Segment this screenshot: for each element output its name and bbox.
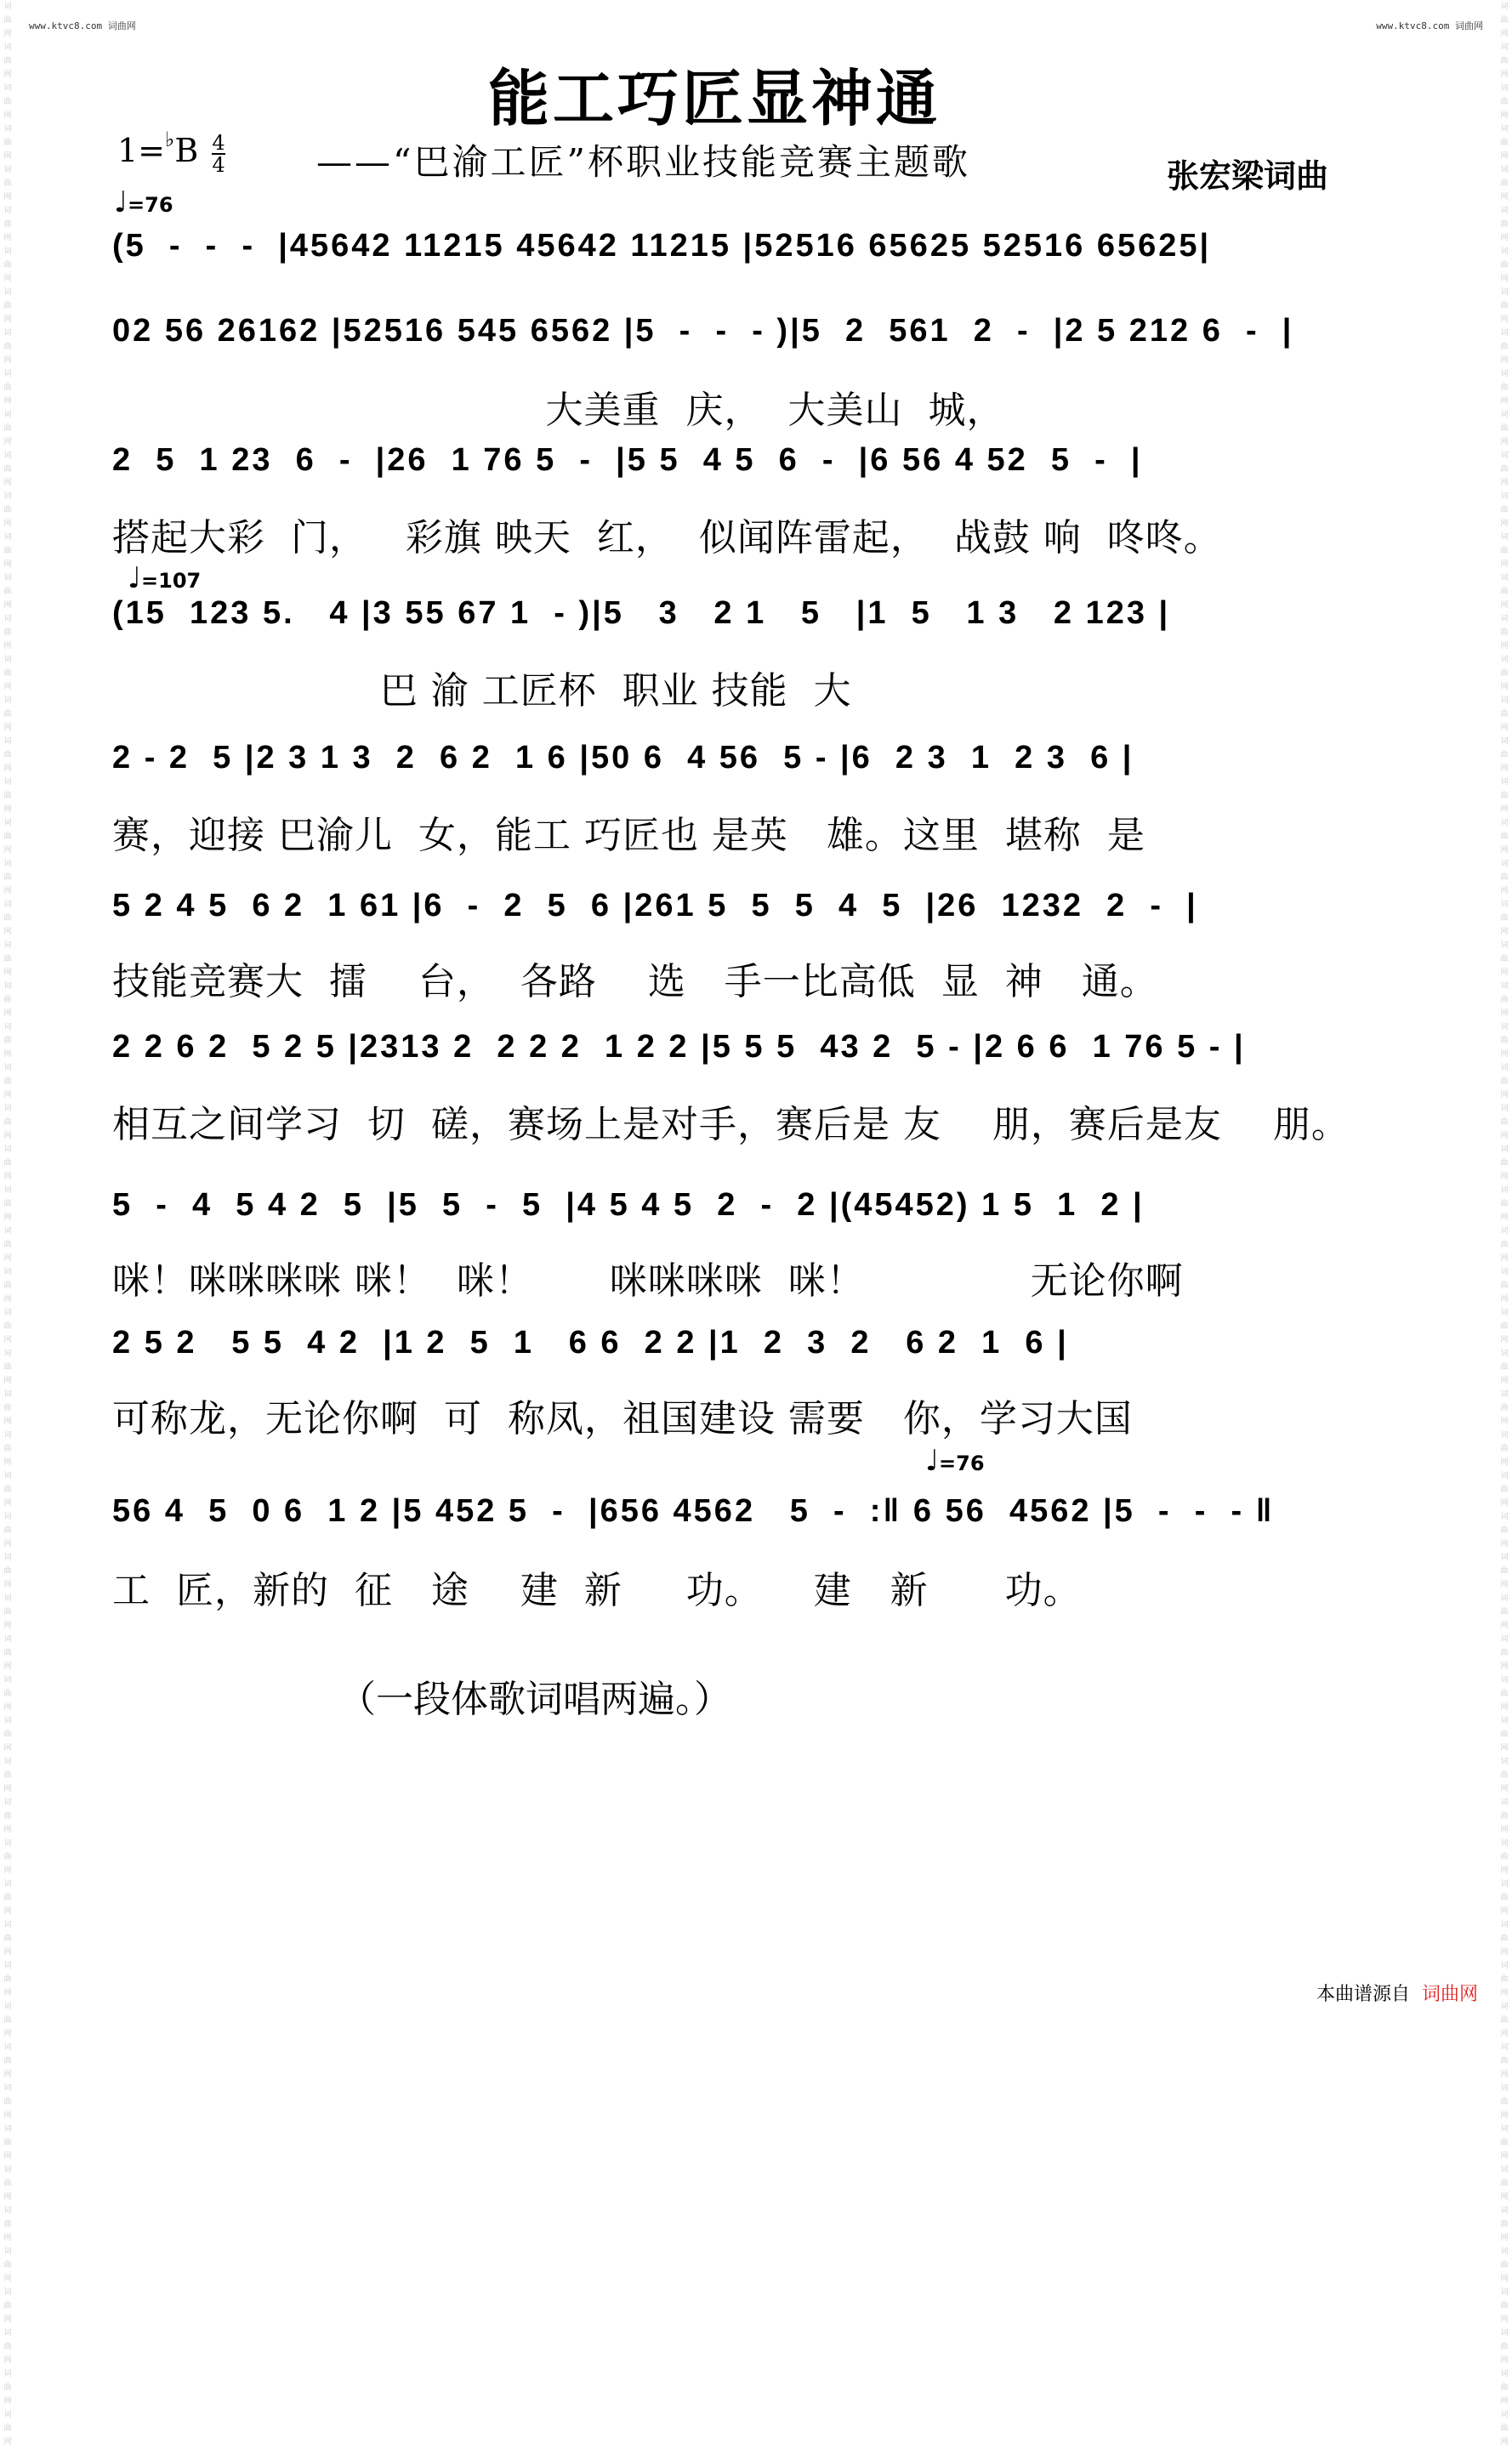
lyrics-row: 相互之间学习 切 磋，赛场上是对手，赛后是 友 朋，赛后是友 朋。 <box>112 1103 1350 1146</box>
composer: 张宏梁词曲 <box>1167 157 1329 195</box>
key-signature <box>117 128 225 175</box>
tempo-marking <box>114 185 173 219</box>
tempo-marking <box>925 1444 985 1478</box>
footer-brand-link[interactable]: 词曲网 <box>1421 1984 1478 2005</box>
score-row: 5 - 4 5 4 2 5 |5 5 - 5 |4 5 4 5 2 - 2 |(45452) 1 5 1 2 | <box>112 1187 1145 1223</box>
lyrics-row: 搭起大彩 门， 彩旗 映天 红， 似闻阵雷起， 战鼓 响 咚咚。 <box>112 516 1222 560</box>
score-row: 2 2 6 2 5 2 5 |2313 2 2 2 2 1 2 2 |5 5 5 43 2 5 - |2 6 6 1 76 5 - | <box>112 1029 1246 1065</box>
lyrics-row: 大美重 庆， 大美山 城， <box>112 389 1005 432</box>
lyrics-row: 技能竞赛大 擂 台， 各路 选 手一比高低 显 神 通。 <box>112 960 1158 1003</box>
tempo-value: =76 <box>128 193 173 217</box>
quarter-note-icon: ♩ <box>128 561 142 595</box>
lyrics-row: 巴 渝 工匠杯 职业 技能 大 <box>112 669 852 713</box>
score-row: 56 4 5 0 6 1 2 |5 452 5 - |656 4562 5 - :‖ 6 56 4562 |5 - - - ‖ <box>112 1493 1275 1529</box>
time-signature <box>212 133 225 175</box>
time-denominator: 4 <box>212 153 225 177</box>
side-watermark-left: 词曲网 词曲网 词曲网 词曲网 词曲网 词曲网 词曲网 词曲网 词曲网 词曲网 词曲网 词曲网 词曲网 词曲网 词曲网 词曲网 词曲网 词曲网 词曲网 词曲网 词曲网 词曲网 词曲网 词曲网 词曲网 词曲网 词曲网 词曲网 词曲网 词曲网 词曲网 词曲网 词曲网 词曲网 词曲网 词曲网 词曲网 词曲网 词曲网 词曲网 词曲网 词曲网 词曲网 词曲网 词曲网 词曲网 词曲网 词曲网 词曲网 词曲网 词曲网 词曲网 词曲网 词曲网 词曲网 词曲网 词曲网 词曲网 词曲网 词曲网 <box>3 3 12 2446</box>
score-row: 02 56 26162 |52516 545 6562 |5 - - - )|5 2 561 2 - |2 5 212 6 - | <box>112 313 1294 349</box>
key-note: B <box>174 132 199 169</box>
footer-credit <box>1316 1980 1478 2006</box>
score-row: 2 5 2 5 5 4 2 |1 2 5 1 6 6 2 2 |1 2 3 2 6 2 1 6 | <box>112 1325 1069 1361</box>
key-prefix: 1= <box>117 132 166 169</box>
lyrics-row: 工 匠，新的 征 途 建 新 功。 建 新 功。 <box>112 1569 1082 1612</box>
lyrics-row: 咪！咪咪咪咪 咪！ 咪！ 咪咪咪咪 咪！ 无论你啊 <box>112 1259 1184 1303</box>
footer-text: 本曲谱源自 <box>1316 1984 1410 2005</box>
quarter-note-icon: ♩ <box>925 1444 940 1478</box>
quarter-note-icon: ♩ <box>114 185 128 219</box>
score-row: (15 123 5. 4 |3 55 67 1 - )|5 3 2 1 5 |1 5 1 3 2 123 | <box>112 595 1171 631</box>
song-title: 能工巧匠显神通 <box>487 63 941 134</box>
tempo-value: =76 <box>939 1452 985 1475</box>
score-row: 2 5 1 23 6 - |26 1 76 5 - |5 5 4 5 6 - |6 56 4 52 5 - | <box>112 442 1143 478</box>
flat-sign: ♭ <box>165 128 175 151</box>
lyrics-row: 赛，迎接 巴渝儿 女，能工 巧匠也 是英 雄。这里 堪称 是 <box>112 814 1145 857</box>
subtitle: ——“巴渝工匠”杯职业技能竞赛主题歌 <box>316 141 970 183</box>
score-row: 2 - 2 5 |2 3 1 3 2 6 2 1 6 |50 6 4 56 5 - |6 2 3 1 2 3 6 | <box>112 740 1134 776</box>
time-numerator: 4 <box>212 131 225 155</box>
score-row: (5 - - - |45642 11215 45642 11215 |52516 65625 52516 65625| <box>112 228 1212 264</box>
performance-note: （一段体歌词唱两遍。） <box>338 1678 731 1721</box>
side-watermark-right: 词曲网 词曲网 词曲网 词曲网 词曲网 词曲网 词曲网 词曲网 词曲网 词曲网 词曲网 词曲网 词曲网 词曲网 词曲网 词曲网 词曲网 词曲网 词曲网 词曲网 词曲网 词曲网 词曲网 词曲网 词曲网 词曲网 词曲网 词曲网 词曲网 词曲网 词曲网 词曲网 词曲网 词曲网 词曲网 词曲网 词曲网 词曲网 词曲网 词曲网 词曲网 词曲网 词曲网 词曲网 词曲网 词曲网 词曲网 词曲网 词曲网 词曲网 词曲网 词曲网 词曲网 词曲网 词曲网 词曲网 词曲网 词曲网 词曲网 词曲网 <box>1500 3 1509 2446</box>
watermark-left: www.ktvc8.com 词曲网 <box>29 20 136 31</box>
watermark-right: www.ktvc8.com 词曲网 <box>1376 20 1483 31</box>
tempo-marking <box>128 561 201 595</box>
lyrics-row: 可称龙，无论你啊 可 称凤，祖国建设 需要 你，学习大国 <box>112 1397 1133 1440</box>
tempo-value: =107 <box>141 569 202 593</box>
score-row: 5 2 4 5 6 2 1 61 |6 - 2 5 6 |261 5 5 5 4 5 |26 1232 2 - | <box>112 888 1198 923</box>
